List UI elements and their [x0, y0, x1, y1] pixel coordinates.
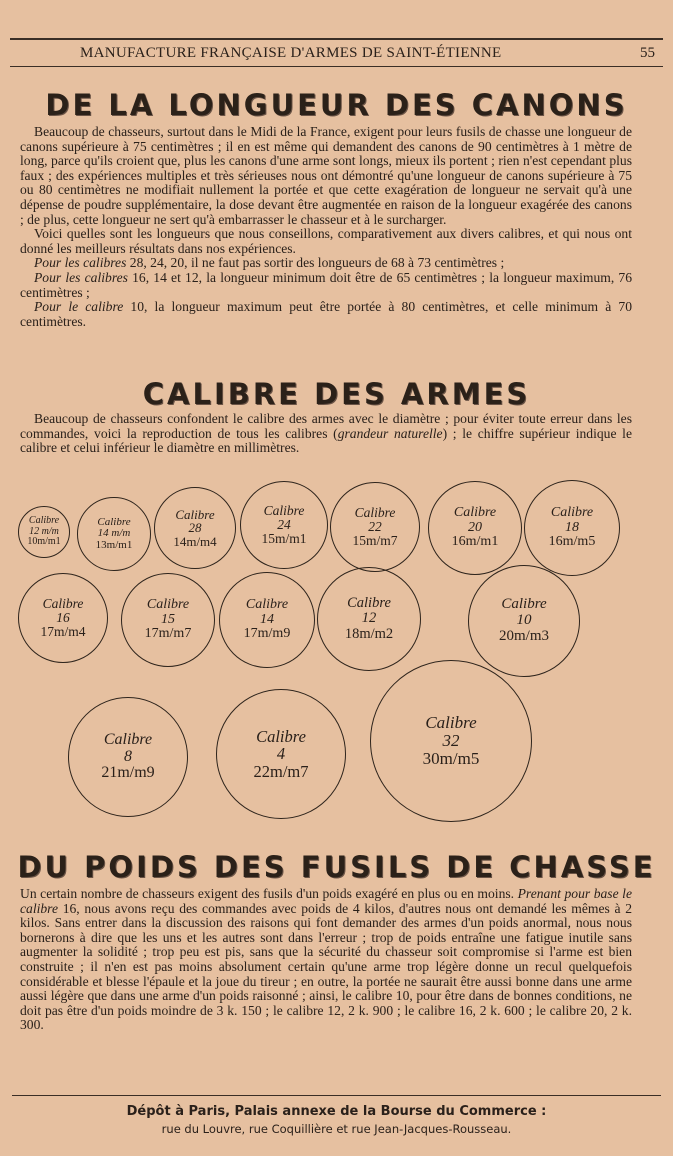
calibre-diameter: 18m/m2	[344, 625, 394, 642]
calibre-circle	[216, 689, 346, 819]
calibre-circle	[154, 487, 236, 569]
calibre-label: Calibre	[103, 730, 153, 748]
calibre-label: Calibre	[28, 515, 60, 527]
rule-text: 28, 24, 20, il ne faut pas sortir des longueurs de 68 à 73 centimètres ;	[126, 255, 505, 271]
rule-calibre-10	[20, 300, 632, 329]
calibre-number: 15	[161, 611, 175, 627]
rule-calibres-28-24-20	[20, 256, 632, 271]
calibre-label: Calibre	[256, 727, 306, 747]
footer-address-streets: rue du Louvre, rue Coquillière et rue Jean-Jacques-Rousseau.	[161, 1122, 512, 1136]
calibre-circle	[240, 481, 328, 569]
paragraph-poids	[20, 887, 632, 1033]
calibre-circle	[68, 697, 188, 817]
calibre-number: 20	[468, 519, 482, 535]
calibre-number: 4	[276, 744, 286, 764]
calibre-circle	[18, 506, 70, 558]
calibre-number: 14	[260, 611, 274, 627]
calibre-number: 32	[442, 731, 460, 751]
paragraph-calibre-intro	[20, 412, 632, 456]
calibre-label: Calibre	[354, 504, 396, 520]
paragraph-longueur-1: Beaucoup de chasseurs, surtout dans le Midi de la France, exigent pour leurs fusils de chasse une longueur de canons supérieure à 75 centimètres ; il en est même qui demandent des canons de 90 centimètres à 1 mètre de long, parce qu'ils croient que, plus les canons d'une arme sont longs, mieux ils portent ; rien n'est cependant plus faux ; des expériences multiples et très sérieuses nous ont démontré qu'une longueur de canons supérieure à 75 ou 80 centimètres ne modifiait nullement la portée et que cette exagération de longueur ne servait qu'à une dépense de poudre supplémentaire, la dose devant être augmentée en raison de la longueur exagérée des canons ; de plus, cette longueur ne sert qu'à embarrasser le chasseur et à le surcharger.	[20, 124, 632, 227]
calibre-label: Calibre	[97, 515, 131, 528]
section-poids-text	[20, 887, 632, 1033]
calibre-label: Calibre	[453, 504, 497, 520]
calibre-circle	[330, 482, 420, 572]
intro-text: Beaucoup de chasseurs confondent le calibre des armes avec le diamètre ; pour éviter toute erreur dans les commandes, voici la reproduction de tous les calibres (	[20, 411, 632, 441]
section-longueur-text	[20, 125, 632, 329]
calibre-number: 12	[361, 610, 377, 627]
calibre-diameter: 16m/m5	[548, 534, 596, 550]
calibre-diameter: 14m/m4	[173, 533, 217, 549]
rule-lead: Pour les calibres	[34, 255, 127, 271]
header-title: MANUFACTURE FRANÇAISE D'ARMES DE SAINT-ÉTIENNE	[80, 45, 502, 61]
section-title-poids: DU POIDS DES FUSILS DE CHASSE	[17, 850, 656, 884]
page-header	[10, 38, 663, 67]
calibre-label: Calibre	[347, 595, 391, 612]
calibre-diameter: 30m/m5	[422, 748, 480, 768]
intro-text-end: ) ; le chiffre supérieur indique le calibre et celui inférieur le diamètre en millimètres.	[20, 425, 632, 456]
calibre-number: 22	[368, 518, 382, 534]
calibre-circle	[317, 567, 421, 671]
rule-lead: Pour les calibres	[34, 269, 128, 285]
calibre-diameter: 15m/m1	[261, 531, 307, 547]
calibre-number: 12 m/m	[29, 525, 59, 537]
calibre-number: 28	[188, 520, 202, 536]
calibre-label: Calibre	[245, 596, 289, 612]
footer-divider	[12, 1095, 661, 1096]
calibre-circle	[219, 572, 315, 668]
calibre-label: Calibre	[550, 504, 594, 520]
poids-italic: Prenant pour base le calibre	[20, 886, 632, 916]
calibre-circle	[77, 497, 151, 571]
calibre-number: 14 m/m	[97, 527, 131, 540]
poids-text: Un certain nombre de chasseurs exigent des fusils d'un poids exagéré en plus ou en moins.	[20, 886, 518, 901]
rule-lead: Pour le calibre	[34, 299, 124, 315]
calibre-number: 16	[56, 609, 70, 625]
calibre-number: 10	[516, 612, 532, 629]
calibre-diameter: 21m/m9	[101, 764, 155, 782]
calibre-label: Calibre	[501, 596, 547, 613]
calibre-label: Calibre	[263, 502, 305, 518]
footer-address-title: Dépôt à Paris, Palais annexe de la Bourse du Commerce :	[126, 1104, 547, 1119]
paragraph-longueur-2: Voici quelles sont les longueurs que nous conseillons, comparativement aux divers calibres, et qui nous ont donné les meilleurs résultats dans nos expériences.	[20, 226, 632, 256]
calibre-circle	[428, 481, 522, 575]
rule-text: 16, 14 et 12, la longueur minimum doit être de 65 centimètres ; la longueur maximum, 76 centimètres ;	[20, 269, 632, 300]
calibre-number: 24	[277, 516, 291, 532]
calibre-circle	[18, 573, 108, 663]
calibre-circle	[121, 573, 215, 667]
calibre-diameter: 20m/m3	[498, 627, 549, 644]
calibre-diameter: 13m/m1	[95, 538, 133, 551]
calibre-diameter: 16m/m1	[451, 534, 499, 550]
calibre-label: Calibre	[425, 713, 477, 733]
calibre-circle	[370, 660, 532, 822]
calibre-circle	[524, 480, 620, 576]
rule-text: 10, la longueur maximum peut être portée à 80 centimètres, et celle minimum à 70 centimètres.	[20, 299, 632, 329]
calibre-diameter: 15m/m7	[352, 533, 398, 549]
calibre-number: 8	[124, 747, 132, 765]
intro-italic: grandeur naturelle	[337, 425, 443, 441]
calibre-label: Calibre	[146, 596, 190, 612]
calibre-label: Calibre	[175, 506, 215, 522]
rule-calibres-16-14-12	[20, 271, 632, 300]
calibre-number: 18	[565, 519, 579, 535]
calibre-diameter: 17m/m7	[144, 626, 192, 642]
calibre-circle	[468, 565, 580, 677]
calibre-diameter: 22m/m7	[253, 761, 309, 781]
poids-text-end: 16, nous avons reçu des commandes avec poids de 4 kilos, d'autres nous ont demandé les mêmes à 2 kilos. Sans entrer dans la discussion des raisons qui font demander des armes d'un poids anormal, nous nous bornerons à dire que les uns et les autres sont dans l'erreur ; trop de poids entraîne une fatigue inutile sans augmenter la solidité ; trop peu est pis, sans que la sécurité du chasseur soit compromise si l'arme est bien construite ; il n'en est pas moins absolument certain qu'une arme trop légère donne un recul quelquefois considérable et blesse l'épaule et la joue du tireur ; en outre, la portée ne saurait être aussi bonne dans une arme aussi légère que dans une arme d'un poids raisonné ; ainsi, le calibre 10, pour être dans de bonnes conditions, ne doit pas être d'un poids moindre de 3 k. 150 ; le calibre 12, 2 k. 900 ; le calibre 16, 2 k. 600 ; le calibre 20, 2 k. 300.	[20, 900, 632, 1033]
calibre-diameter: 17m/m9	[243, 626, 291, 642]
section-title-longueur: DE LA LONGUEUR DES CANONS	[45, 88, 628, 122]
calibre-diameter: 17m/m4	[40, 624, 86, 640]
section-calibre-text	[20, 412, 632, 456]
section-title-calibre: CALIBRE DES ARMES	[142, 377, 531, 411]
calibre-diameter: 10m/m1	[27, 536, 61, 548]
calibre-label: Calibre	[42, 595, 84, 611]
page-number: 55	[640, 45, 655, 61]
